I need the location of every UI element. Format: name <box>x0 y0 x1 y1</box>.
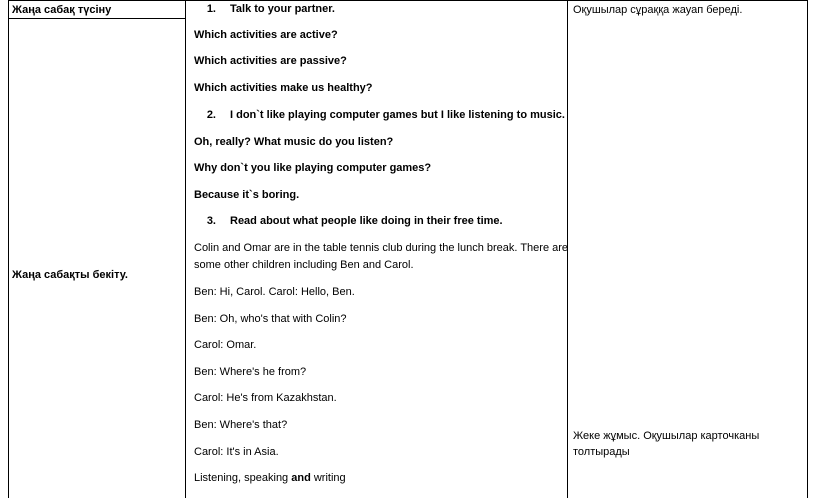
task-1 <box>194 3 335 16</box>
task-2 <box>194 109 565 122</box>
table-border-left <box>8 0 9 498</box>
dialogue-text-line: Carol: It's in Asia. <box>194 446 279 458</box>
row-divider-col1 <box>8 18 186 19</box>
skills-part-2: writing <box>310 472 346 484</box>
skills-and: and <box>291 472 311 484</box>
task-3-number: 3. <box>206 215 216 227</box>
table-border-right <box>807 0 808 498</box>
dialogue-text-line: Carol: Omar. <box>194 339 257 351</box>
task-2-number: 2. <box>206 109 216 121</box>
dialogue-line-3: Because it`s boring. <box>194 189 300 201</box>
question-passive: Which activities are passive? <box>194 55 347 67</box>
students-answer-note: Оқушылар сұраққа жауап береді. <box>573 4 743 16</box>
task-3-text: Read about what people like doing in their free time. <box>230 215 503 227</box>
task-1-number: 1. <box>206 3 216 15</box>
dialogue-text-line: Ben: Hi, Carol. Carol: Hello, Ben. <box>194 286 355 298</box>
task-1-text: Talk to your partner. <box>230 3 335 15</box>
lesson-consolidation-label: Жаңа сабақты бекіту. <box>12 269 128 281</box>
task-3 <box>194 215 503 228</box>
individual-work-note-line-1: Жеке жұмыс. Оқушылар карточканы <box>573 430 760 442</box>
dialogue-text-line: Carol: He's from Kazakhstan. <box>194 392 337 404</box>
dialogue-line-2: Why don`t you like playing computer games? <box>194 162 432 174</box>
reading-paragraph-line-1: Colin and Omar are in the table tennis club during the lunch break. There are <box>194 242 569 254</box>
skills-part-1: Listening, speaking <box>194 472 292 484</box>
question-active: Which activities are active? <box>194 29 338 41</box>
table-divider-1 <box>185 0 186 498</box>
skills-line <box>194 472 346 485</box>
individual-work-note-line-2: толтырады <box>573 446 630 458</box>
dialogue-text-line: Ben: Oh, who's that with Colin? <box>194 313 347 325</box>
reading-paragraph-line-2: some other children including Ben and Carol. <box>194 259 414 271</box>
dialogue-line-1: Oh, really? What music do you listen? <box>194 136 394 148</box>
question-healthy: Which activities make us healthy? <box>194 82 373 94</box>
dialogue-text-line: Ben: Where's he from? <box>194 366 307 378</box>
dialogue-text-line: Ben: Where's that? <box>194 419 288 431</box>
task-2-text: I don`t like playing computer games but I like listening to music. <box>230 109 565 121</box>
new-lesson-label: Жаңа сабақ түсіну <box>12 4 112 16</box>
table-border-top <box>8 0 808 1</box>
